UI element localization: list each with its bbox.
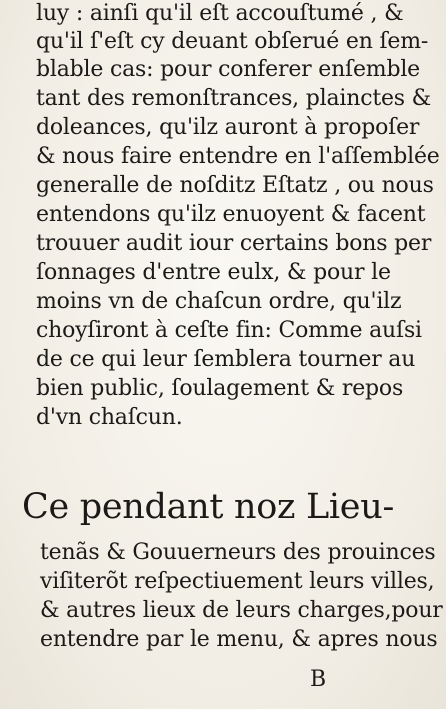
text-line: de ce qui leur ſemblera tourner au — [36, 347, 416, 372]
text-line: doleances, qu'ilz auront à propoſer — [36, 115, 420, 140]
text-line: qu'il ſ'eſt cy deuant obſerué en ſem- — [36, 29, 429, 54]
text-line: trouuer audit iour certains bons per — [36, 231, 432, 256]
text-line: blable cas: pour conferer enſemble — [36, 57, 421, 82]
text-line: tenãs & Gouuerneurs des prouinces — [40, 540, 436, 565]
text-line: d'vn chaſcun. — [36, 405, 183, 430]
text-line: bien public, ſoulagement & repos — [36, 376, 404, 401]
text-line: moins vn de chaſcun ordre, qu'ilz — [36, 289, 402, 314]
text-line: entendre par le menu, & apres nous — [40, 627, 438, 652]
text-line: choyſiront à ceſte fin: Comme auſsi — [36, 318, 422, 343]
text-line: generalle de noſditz Eſtatz , ou nous — [36, 173, 434, 198]
text-line: viſiterõt reſpectiuement leurs villes, — [40, 569, 435, 594]
paragraph-opening-line: Ce pendant noz Lieu- — [22, 487, 394, 527]
text-line: & nous faire entendre en l'aſſemblée — [36, 144, 440, 169]
text-line: ſonnages d'entre eulx, & pour le — [36, 260, 391, 285]
text-line: tant des remonſtrances, plainctes & — [36, 86, 432, 111]
text-line: & autres lieux de leurs charges,pour — [40, 598, 443, 623]
text-line: entendons qu'ilz enuoyent & facent — [36, 202, 426, 227]
text-line: luy : ainſi qu'il eſt accouſtumé , & — [36, 1, 404, 26]
signature-mark: B — [310, 667, 327, 692]
